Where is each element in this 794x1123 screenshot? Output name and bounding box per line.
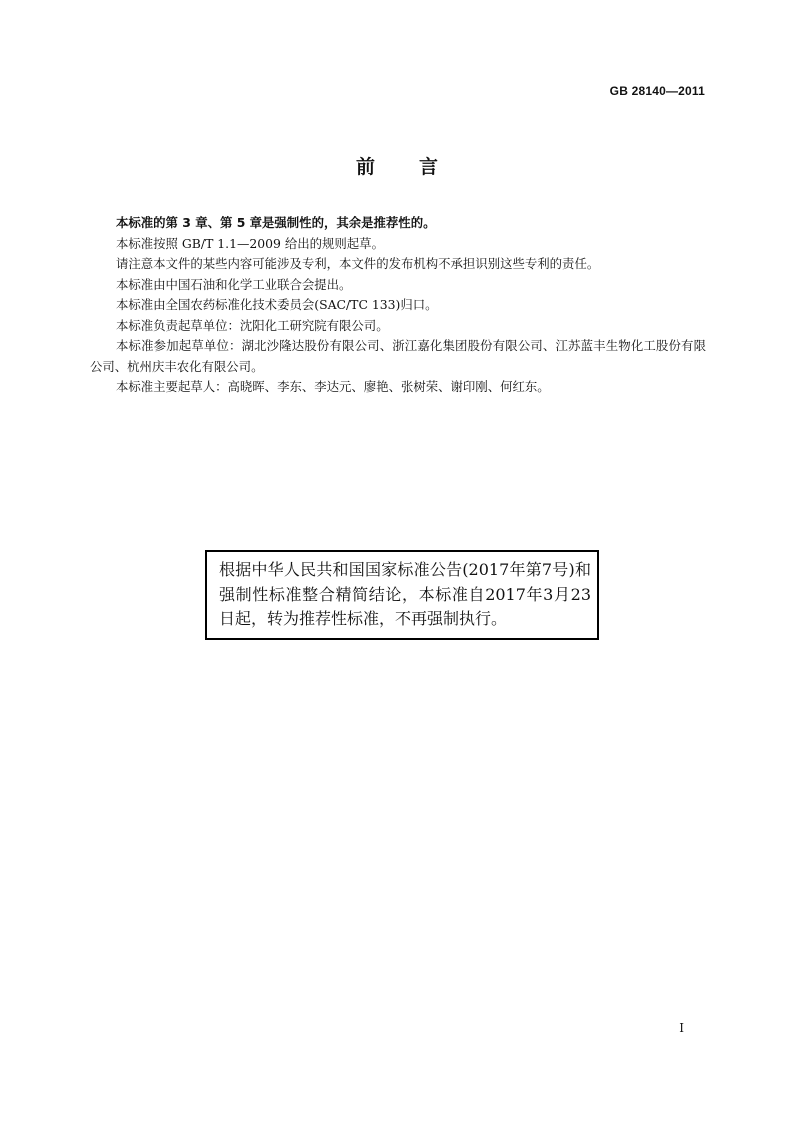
notice-box: 根据中华人民共和国国家标准公告(2017年第7号)和强制性标准整合精简结论，本标准自2017年3月23日起，转为推荐性标准，不再强制执行。: [205, 550, 599, 640]
page-title: 前言: [355, 156, 482, 178]
paragraph-mandatory-scope: 本标准的第 3 章、第 5 章是强制性的，其余是推荐性的。: [116, 215, 436, 230]
paragraph-responsible-drafter: 本标准负责起草单位：沈阳化工研究院有限公司。: [116, 317, 389, 333]
foreword-body: [90, 213, 706, 398]
paragraph-patent-notice: 请注意本文件的某些内容可能涉及专利，本文件的发布机构不承担识别这些专利的责任。: [116, 256, 600, 271]
paragraph-drafting-rules: 本标准按照 GB/T 1.1—2009 给出的规则起草。: [116, 235, 384, 251]
page-number: I: [679, 1021, 684, 1035]
paragraph-participating-drafters: 本标准参加起草单位：湖北沙隆达股份有限公司、浙江嘉化集团股份有限公司、江苏蓝丰生物化工股份有限公司、杭州庆丰农化有限公司。: [90, 338, 706, 374]
paragraph-main-drafters: 本标准主要起草人：高晓晖、李东、李达元、廖艳、张树荣、谢印刚、何红东。: [116, 379, 550, 394]
standard-number: GB 28140—2011: [609, 84, 705, 98]
paragraph-proposer: 本标准由中国石油和化学工业联合会提出。: [116, 276, 352, 292]
paragraph-technical-committee: 本标准由全国农药标准化技术委员会(SAC/TC 133)归口。: [116, 297, 438, 312]
